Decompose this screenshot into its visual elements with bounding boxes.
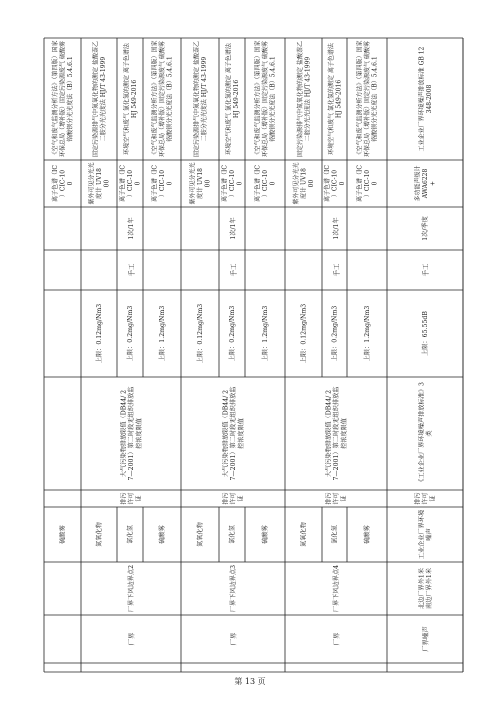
category-cell: [228, 632, 237, 645]
location-cell-line: 北边厂界外1米: [418, 567, 426, 610]
method-cell-line: 离子色谱（IC: [119, 165, 127, 202]
method-cell-line: 离子色谱（IC: [52, 165, 59, 202]
limit-cell: [158, 306, 166, 362]
standard-ref-cell: [122, 42, 138, 155]
location-cell-line: 厂界下风边界点2: [128, 564, 136, 613]
method-cell-line: 多功能声级计: [414, 165, 422, 202]
method-cell-line: 度计 UV18: [197, 168, 205, 199]
pollutant-cell-line: 氮氧化物: [300, 522, 308, 547]
standard-ref-cell: [356, 40, 379, 157]
pollutant-cell: [196, 522, 204, 547]
method-cell-line: 离子色谱（IC: [324, 165, 331, 202]
permit-cell-line: 许可: [230, 492, 238, 505]
permit-cell-line: 许可: [422, 492, 430, 505]
sampling-cell-line: 手工: [332, 263, 341, 277]
standard-cell-line: 控浓度限值: [135, 418, 143, 449]
method-cell-line: 0: [236, 181, 244, 186]
sampling-cell: [228, 263, 237, 276]
limit-cell-line: 上限：65.55dB: [422, 311, 430, 356]
permit-cell-line: 排污: [222, 492, 230, 505]
permit-cell: [222, 492, 245, 504]
location-cell-line: 南边厂界外1米: [426, 567, 434, 610]
method-cell: [292, 162, 315, 204]
standard-ref-cell-line: 《空气和废气监测分析方法》（第四版）国家: [151, 40, 159, 158]
pollutant-cell: [300, 522, 308, 547]
method-cell-line: 紫外可见分光光: [88, 162, 96, 205]
standard-ref-cell-line: 二胺分光光度法 HJ/T 43-1999: [200, 56, 208, 142]
pollutant-cell: [261, 525, 269, 544]
method-cell-line: 离子色谱（IC: [151, 165, 159, 202]
method-cell: [323, 165, 346, 202]
pollutant-cell: [59, 525, 67, 544]
limit-cell: [363, 306, 371, 362]
standard-cell: [221, 387, 245, 481]
method-cell-line: 0: [134, 181, 142, 186]
standard-ref-cell: [224, 42, 240, 155]
limit-cell: [196, 304, 204, 364]
pollutant-cell: [331, 525, 339, 544]
standard-ref-cell-line: 铬酸钡分光光度法（B）5.4.6.1: [269, 56, 277, 142]
limit-cell-line: 上限：1.2mg/Nm3: [159, 305, 167, 362]
method-cell-line: 离子色谱（IC: [254, 165, 262, 202]
pollutant-cell: [158, 525, 166, 544]
standard-cell: [324, 387, 348, 481]
frequency-cell-line: 1次/季度: [422, 216, 430, 241]
standard-ref-cell-line: 环保总局（增补版）固定污染源废气 硫酸雾: [59, 41, 67, 157]
limit-cell-line: 上限：0.12mg/Nm3: [197, 303, 205, 364]
sampling-cell-line: 手工: [127, 263, 136, 277]
permit-cell-line: 排污: [414, 492, 422, 505]
standard-ref-cell: [296, 41, 312, 157]
method-cell-line: 0: [371, 181, 379, 186]
method-cell-line: 0: [166, 181, 174, 186]
permit-cell-line: 证: [237, 495, 245, 502]
standard-ref-cell: [254, 40, 277, 157]
method-cell-line: 00: [103, 179, 111, 188]
standard-ref-cell-line: 环保总局（增补版）固定污染源废气 硫酸雾: [159, 41, 167, 157]
pollutant-cell: [95, 522, 103, 547]
method-cell-line: 离子色谱（IC: [221, 165, 229, 202]
standard-ref-cell-line: 固定污染源排气中氮氧化物的测定 盐酸萘乙: [92, 41, 100, 157]
method-cell-line: 00: [204, 179, 212, 188]
category-cell-line: 厂界: [127, 632, 136, 646]
standard-ref-cell-line: 环境空气和废气 氯化氢的测定 离子色谱法: [327, 43, 335, 155]
standard-ref-cell-line: 环保总局（增补版）固定污染源废气 硫酸雾: [364, 41, 372, 157]
method-cell: [88, 162, 111, 204]
method-cell-line: ）CIC-10: [229, 169, 237, 198]
pollutant-cell-line: 氯化氢: [331, 525, 339, 544]
standard-cell-line: 大气污染物排放限值（DB44/ 2: [120, 389, 128, 478]
location-cell: [229, 565, 237, 612]
limit-cell-line: 上限：0.12mg/Nm3: [300, 303, 308, 364]
pollutant-cell-line: 氮氧化物: [96, 522, 104, 547]
table-cells: [51, 40, 437, 651]
limit-cell-line: 上限：1.2mg/Nm3: [262, 305, 270, 362]
standard-ref-cell-line: HJ 549-2016: [232, 79, 240, 119]
method-cell-line: 0: [269, 181, 277, 186]
frequency-cell-line: 1次/1年: [128, 217, 136, 240]
standard-ref-cell-line: HJ 549-2016: [335, 79, 343, 119]
standard-ref-cell: [151, 40, 174, 157]
location-cell-line: 厂界下风边界点3: [230, 564, 238, 613]
standard-cell: [417, 382, 433, 485]
frequency-cell: [332, 217, 340, 239]
pollutant-cell: [126, 525, 134, 544]
category-cell: [331, 632, 340, 645]
permit-cell-line: 证: [429, 495, 437, 502]
standard-cell-line: 7—2001）第二时段无组织排放监: [230, 386, 238, 481]
standard-cell-line: 7—2001）第二时段无组织排放监: [333, 386, 341, 481]
permit-cell: [414, 492, 437, 504]
standard-ref-cell-line: 《空气和废气监测分析方法》（第四版）国家: [52, 40, 59, 158]
method-cell-line: ）CIC-10: [331, 169, 339, 198]
limit-cell: [261, 306, 269, 362]
standard-ref-cell-line: 环保总局（增补版）固定污染源废气 硫酸雾: [262, 41, 270, 157]
permit-cell-line: 排污: [325, 492, 333, 505]
pollutant-cell-line: 氯化氢: [127, 525, 135, 544]
limit-cell-line: 上限：0.2mg/Nm3: [331, 305, 339, 362]
method-cell-line: 离子色谱（IC: [356, 165, 364, 202]
standard-ref-cell: [91, 41, 107, 157]
frequency-cell-line: 1次/1年: [230, 217, 238, 240]
standard-ref-cell-line: 《空气和废气监测分析方法》（第四版）国家: [356, 40, 364, 158]
standard-ref-cell-line: HJ 549-2016: [130, 79, 138, 119]
pollutant-cell-line: 噪声: [426, 528, 434, 541]
standard-ref-cell: [192, 41, 208, 157]
location-cell: [127, 565, 135, 612]
method-cell-line: 00: [308, 179, 316, 188]
standard-ref-cell-line: 环境空气和废气 氯化氢的测定 离子色谱法: [123, 43, 131, 155]
method-cell: [414, 165, 437, 201]
method-cell: [119, 165, 142, 202]
monitoring-table: [44, 38, 463, 672]
standard-ref-cell-line: 固定污染源排气中氮氧化物的测定 盐酸萘乙: [193, 41, 201, 157]
standard-cell: [119, 387, 143, 481]
permit-cell-line: 排污: [120, 492, 128, 505]
method-cell-line: ）CIC-10: [262, 169, 270, 198]
standard-ref-cell-line: 固定污染源排气中氮氧化物的测定 盐酸萘乙: [296, 41, 304, 157]
location-cell: [332, 565, 340, 612]
method-cell-line: 0: [67, 181, 75, 186]
method-cell: [254, 165, 277, 202]
permit-cell-line: 证: [340, 495, 348, 502]
method-cell-line: 度计 UV18: [96, 168, 104, 199]
method-cell-line: AWA6228: [422, 168, 430, 199]
permit-cell-line: 证: [135, 495, 143, 502]
method-cell: [221, 165, 244, 202]
pollutant-cell-line: 氯化氢: [229, 525, 237, 544]
method-cell-line: 度计 UV18: [300, 168, 308, 199]
standard-ref-cell: [51, 40, 74, 157]
standard-ref-cell-line: 348-2008: [425, 84, 433, 114]
standard-cell-line: 大气污染物排放限值（DB44/ 2: [325, 389, 333, 478]
permit-cell-line: 许可: [128, 492, 136, 505]
location-cell-line: 厂界下风边界点4: [333, 564, 341, 613]
limit-cell: [300, 304, 308, 364]
standard-cell-line: 控浓度限值: [237, 418, 245, 449]
pollutant-cell: [363, 525, 371, 544]
standard-ref-cell-line: 铬酸钡分光光度法（B）5.4.6.1: [166, 56, 174, 142]
method-cell: [356, 165, 379, 202]
method-cell-line: ）CIC-10: [159, 169, 167, 198]
frequency-cell: [229, 217, 237, 239]
frequency-cell: [127, 217, 135, 239]
limit-cell-line: 上限：0.2mg/Nm3: [229, 305, 237, 362]
standard-cell-line: 控浓度限值: [340, 418, 348, 449]
method-cell-line: 紫外可见分光光: [189, 162, 197, 205]
method-cell: [189, 162, 212, 204]
standard-ref-cell-line: 工业企业厂界环境噪声排放标准 GB 12: [418, 46, 426, 152]
method-cell-line: 0: [339, 181, 347, 186]
method-cell-line: ）CIC-10: [364, 169, 372, 198]
limit-cell: [421, 311, 429, 356]
category-cell-line: 厂界: [332, 632, 341, 646]
limit-cell: [95, 304, 103, 364]
pollutant-cell-line: 硫酸雾: [262, 525, 270, 544]
method-cell-line: 紫外可见分光光: [293, 162, 300, 205]
pollutant-cell: [417, 510, 433, 560]
pollutant-cell-line: 工业企业厂界环境: [418, 509, 426, 560]
limit-cell: [331, 306, 339, 362]
standard-cell-line: 大气污染物排放限值（DB44/ 2: [222, 389, 230, 478]
category-cell: [420, 626, 429, 652]
permit-cell: [325, 492, 348, 504]
page-number: 第 13 页: [234, 677, 266, 686]
method-cell-line: +: [429, 180, 437, 187]
limit-cell: [228, 306, 236, 362]
sampling-cell: [420, 263, 429, 276]
standard-ref-cell-line: 二胺分光光度法 HJ/T 43-1999: [304, 56, 312, 142]
standard-cell-line: 7—2001）第二时段无组织排放监: [128, 386, 136, 481]
limit-cell: [126, 306, 134, 362]
limit-cell-line: 上限：0.12mg/Nm3: [96, 303, 104, 364]
sampling-cell: [126, 263, 135, 276]
pollutant-cell-line: 硫酸雾: [159, 525, 167, 544]
standard-ref-cell-line: 铬酸钡分光光度法（B）5.4.6.1: [67, 56, 75, 142]
standard-ref-cell: [327, 42, 343, 155]
method-cell-line: ）CIC-10: [127, 169, 135, 198]
permit-cell-line: 许可: [333, 492, 341, 505]
standard-ref-cell-line: 《空气和废气监测分析方法》（第四版）国家: [254, 40, 262, 158]
sampling-cell: [331, 263, 340, 276]
limit-cell-line: 上限：1.2mg/Nm3: [364, 305, 372, 362]
permit-cell: [120, 492, 143, 504]
pollutant-cell: [228, 525, 236, 544]
method-cell: [51, 165, 74, 202]
category-cell: [126, 632, 135, 645]
sampling-cell-line: 手工: [421, 263, 430, 277]
standard-ref-cell: [417, 46, 433, 151]
pollutant-cell-line: 硫酸雾: [364, 525, 372, 544]
category-cell-line: 厂界: [229, 632, 238, 646]
standard-cell-line: 《工业企业厂界环境噪声排放标准》3: [418, 382, 426, 485]
standard-ref-cell-line: 环境空气和废气 氯化氢的测定 离子色谱法: [225, 43, 233, 155]
method-cell-line: ）CIC-10: [59, 169, 67, 198]
limit-cell-line: 上限：0.2mg/Nm3: [127, 305, 135, 362]
pollutant-cell-line: 硫酸雾: [59, 525, 67, 544]
standard-cell-line: 类: [426, 430, 434, 437]
category-cell-line: 厂界噪声: [421, 626, 430, 652]
frequency-cell: [421, 216, 429, 241]
sampling-cell-line: 手工: [229, 263, 238, 277]
location-cell: [417, 568, 433, 609]
standard-ref-cell-line: 二胺分光光度法 HJ/T 43-1999: [99, 56, 107, 142]
pollutant-cell-line: 氮氧化物: [197, 522, 205, 547]
standard-ref-cell-line: 铬酸钡分光光度法（B）5.4.6.1: [371, 56, 379, 142]
method-cell: [151, 165, 174, 202]
frequency-cell-line: 1次/1年: [333, 217, 341, 240]
